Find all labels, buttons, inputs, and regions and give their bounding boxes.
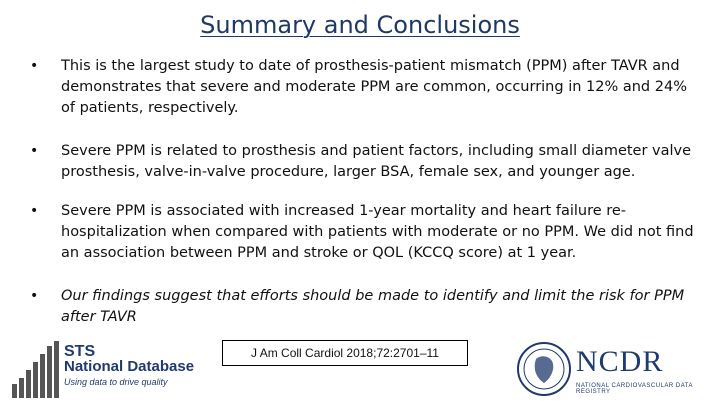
sts-subtitle: National Database	[64, 358, 195, 375]
bullet-text: Severe PPM is related to prosthesis and patient factors, including small diameter valve prosthesis, valve-in-valve procedure, larger BSA, female sex, and younger age.	[61, 143, 692, 180]
citation: J Am Coll Cardiol 2018;72:2701–11	[222, 340, 468, 366]
bullet-marker: •	[30, 288, 39, 304]
ncdr-seal-icon	[516, 341, 572, 397]
sts-bars-icon	[10, 340, 62, 400]
bullet-marker: •	[30, 203, 39, 219]
bullet-text: Our findings suggest that efforts should be made to identify and limit the risk for PPM after TAVR	[61, 288, 685, 325]
page-title: Summary and Conclusions	[200, 11, 520, 39]
bullet-marker: •	[30, 58, 39, 74]
sts-title: STS	[64, 343, 96, 360]
bullet-text: Severe PPM is associated with increased 1-year mortality and heart failure re-hospitalization when compared with patients with moderate or no PPM. We did not find an association between PPM and stroke or QOL (KCCQ score) at 1 year.	[61, 203, 694, 261]
ncdr-subtitle: NATIONAL CARDIOVASCULAR DATA REGISTRY	[576, 383, 693, 395]
ncdr-wordmark: NCDR	[576, 345, 664, 378]
sts-tagline: Using data to drive quality	[64, 377, 168, 387]
ncdr-logo	[516, 341, 716, 401]
bullet-marker: •	[30, 143, 39, 159]
bullet-text: This is the largest study to date of prosthesis-patient mismatch (PPM) after TAVR and demonstrates that severe and moderate PPM are common, occurring in 12% and 24% of patients, respectively.	[61, 58, 687, 116]
sts-logo	[8, 340, 208, 402]
